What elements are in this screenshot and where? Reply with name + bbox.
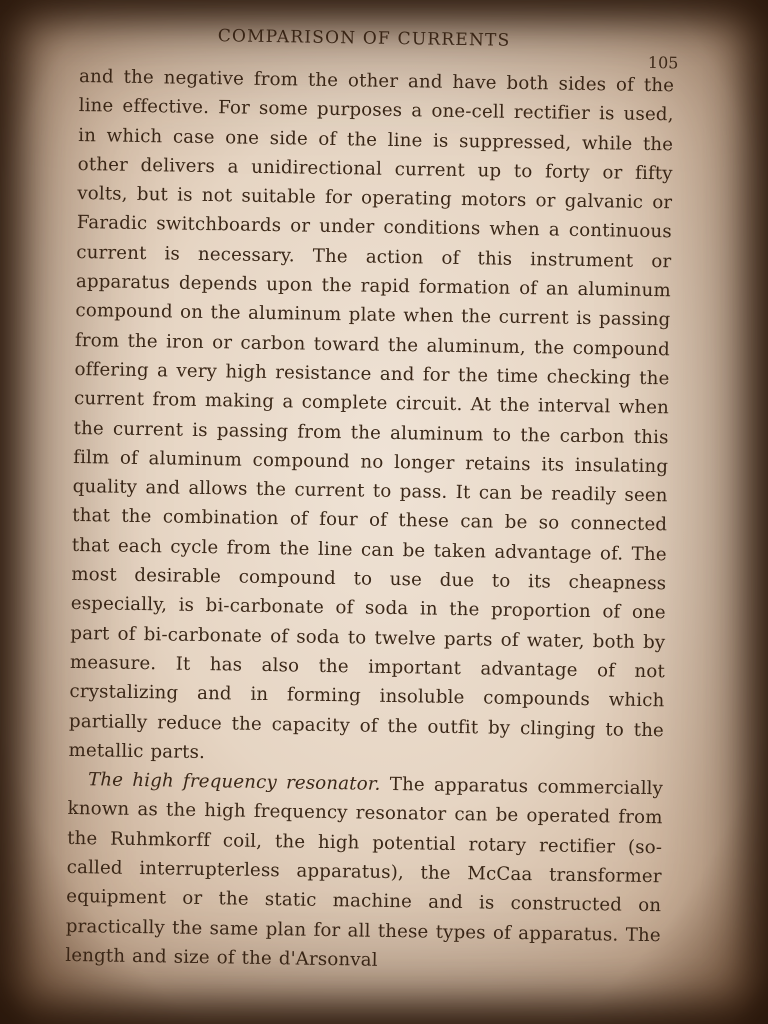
paragraph-rectifier [68, 62, 674, 774]
book-page [65, 22, 679, 979]
chapter-title: COMPARISON OF CURRENTS [217, 26, 511, 51]
paragraph-text: The apparatus commercially known as the high frequency resonator can be operated from the Ruhmkorff coil, the high potential rotary rectifier (so-called interrupterless apparatus), the McCaa transformer equipment or the static machine and is constructed on practically the same plan for all these types of apparatus. The length and size of the d'Arsonval [65, 773, 664, 971]
paragraph-text: and the negative from the other and have both sides of the line effective. For some purposes a one-cell rectifier is used, in which case one side of the line is suppressed, while the other delivers a unidirectional current up to forty or fifty volts, but is not suitable for operating motors or galvanic or Faradic switchboards or under conditions when a continuous current is necessary. The action of this instrument or apparatus depends upon the rapid formation of an aluminum compound on the aluminum plate when the current is passing from the iron or carbon toward the aluminum, the compound offering a very high resistance and for the time checking the current from making a complete circuit. At the interval when the current is passing from the aluminum to the carbon this film of aluminum compound no longer retains its insulating quality and allows the current to pass. It can be readily seen that the combination of four of these can be so connected that each cycle from the line can be taken advantage of. The most desirable compound to use due to its cheapness especially, is bi-carbonate of soda in the proportion of one part of bi-carbonate of soda to twelve parts of water, both by measure. It has also the important advantage of not crystalizing and in forming insoluble compounds which partially reduce the capacity of the outfit by clinging to the metallic parts. [68, 65, 675, 763]
body-text [65, 62, 674, 979]
page-number: 105 [647, 52, 679, 73]
paragraph-resonator [65, 765, 663, 979]
section-lead-italic: The high frequency resonator. [87, 769, 381, 795]
